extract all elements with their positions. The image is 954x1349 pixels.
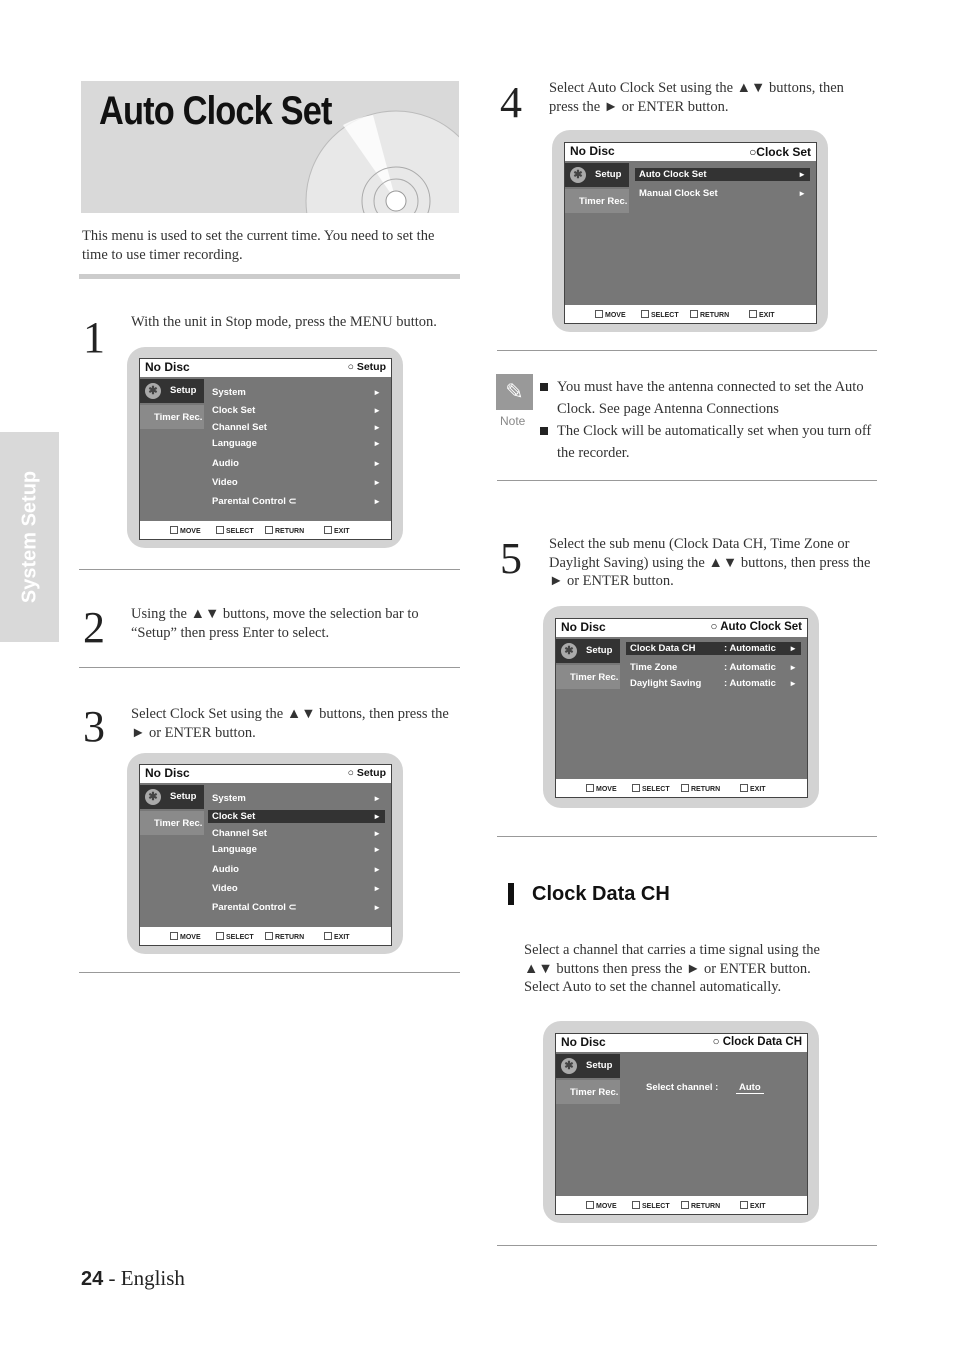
exit-icon — [749, 310, 757, 318]
menu-item-selected[interactable]: Clock Set ► — [208, 810, 385, 823]
page-title: Auto Clock Set — [99, 89, 332, 133]
step-number: 2 — [83, 603, 105, 652]
note-item: The Clock will be automatically set when you turn off the recorder. — [540, 420, 875, 464]
tab-setup[interactable]: ✱ Setup — [565, 163, 629, 187]
move-icon — [586, 1201, 594, 1209]
osd-footer: MOVE SELECT RETURN EXIT — [140, 927, 391, 945]
return-icon — [265, 526, 273, 534]
return-icon — [681, 1201, 689, 1209]
divider — [497, 1245, 877, 1246]
osd-footer: MOVE SELECT RETURN EXIT — [565, 305, 816, 323]
lock-icon: ⊂ — [288, 496, 297, 507]
menu-item[interactable]: Parental Control ⊂ ► — [212, 496, 381, 507]
osd-footer: MOVE SELECT RETURN EXIT — [556, 1196, 807, 1214]
step-number: 4 — [500, 78, 522, 127]
menu-item[interactable]: Video ► — [212, 477, 381, 488]
osd-screen — [139, 358, 392, 540]
menu-item[interactable]: Channel Set ► — [212, 422, 381, 433]
menu-item[interactable]: Language ► — [212, 438, 381, 449]
menu-item[interactable]: Audio ► — [212, 864, 381, 875]
step-number: 5 — [500, 534, 522, 583]
tab-timer-rec[interactable]: Timer Rec. — [140, 811, 204, 835]
step-text: Using the ▲▼ buttons, move the selection bar to “Setup” then press Enter to select. — [131, 606, 419, 641]
tab-timer-rec[interactable]: Timer Rec. — [556, 1080, 620, 1104]
divider — [79, 569, 460, 570]
osd-screen — [555, 618, 808, 798]
osd-footer: MOVE SELECT RETURN EXIT — [140, 521, 391, 539]
menu-item[interactable]: Video ► — [212, 883, 381, 894]
menu-item[interactable]: Parental Control ⊂ ► — [212, 902, 381, 913]
move-icon — [595, 310, 603, 318]
note-icon: ✎ — [496, 374, 533, 410]
osd-screen — [555, 1033, 808, 1215]
page-footer: 24 - English — [81, 1266, 185, 1290]
menu-title: ○ Clock Data CH — [712, 1036, 802, 1048]
menu-item[interactable]: Language ► — [212, 844, 381, 855]
exit-icon — [740, 784, 748, 792]
divider — [497, 480, 877, 481]
menu-item-selected[interactable]: Clock Data CH : Automatic ► — [626, 642, 801, 655]
osd-footer: MOVE SELECT RETURN EXIT — [556, 779, 807, 797]
channel-value[interactable]: Auto — [736, 1082, 764, 1094]
disc-status: No Disc — [561, 620, 606, 634]
disc-status: No Disc — [570, 144, 615, 158]
menu-item[interactable]: Clock Set ► — [212, 405, 381, 416]
step-text: Select the sub menu (Clock Data CH, Time Zone or Daylight Saving) using the ▲▼ buttons, then press the ► or ENTER button. — [549, 536, 871, 589]
disc-status: No Disc — [145, 360, 190, 374]
exit-icon — [740, 1201, 748, 1209]
menu-item[interactable]: Channel Set ► — [212, 828, 381, 839]
move-icon — [170, 932, 178, 940]
tab-timer-rec[interactable]: Timer Rec. — [556, 665, 620, 689]
intro-text: This menu is used to set the current time. You need to set the time to use timer recording. — [82, 228, 435, 263]
disc-status: No Disc — [145, 766, 190, 780]
select-channel-label: Select channel : — [646, 1082, 719, 1093]
tab-timer-rec[interactable]: Timer Rec. — [140, 405, 204, 429]
title-banner — [81, 81, 459, 213]
exit-icon — [324, 526, 332, 534]
divider — [79, 972, 460, 973]
select-icon — [632, 1201, 640, 1209]
gear-icon: ✱ — [561, 643, 577, 659]
return-icon — [681, 784, 689, 792]
menu-item[interactable]: Time Zone : Automatic ► — [630, 662, 797, 673]
section-side-tab: System Setup — [0, 432, 59, 642]
tab-setup[interactable]: ✱ Setup — [556, 1054, 620, 1078]
step-number: 1 — [83, 313, 105, 362]
section-heading: Clock Data CH — [508, 883, 670, 905]
tab-setup[interactable]: ✱ Setup — [140, 785, 204, 809]
disc-status: No Disc — [561, 1035, 606, 1049]
osd-screen — [564, 142, 817, 324]
exit-icon — [324, 932, 332, 940]
menu-title: ○ Setup — [347, 361, 386, 373]
move-icon — [170, 526, 178, 534]
gear-icon: ✱ — [145, 789, 161, 805]
gear-icon: ✱ — [570, 167, 586, 183]
note-label: Note — [500, 414, 526, 428]
osd-screen — [139, 764, 392, 946]
menu-item[interactable]: Daylight Saving : Automatic ► — [630, 678, 797, 689]
move-icon — [586, 784, 594, 792]
divider — [497, 836, 877, 837]
step-text: Select Clock Set using the ▲▼ buttons, then press the ► or ENTER button. — [131, 706, 449, 741]
divider — [79, 274, 460, 279]
tab-setup[interactable]: ✱ Setup — [140, 379, 204, 403]
return-icon — [265, 932, 273, 940]
divider — [79, 667, 460, 668]
select-icon — [632, 784, 640, 792]
menu-title: ○ Setup — [347, 767, 386, 779]
menu-item[interactable]: System ► — [212, 387, 381, 398]
menu-item-selected[interactable]: Auto Clock Set ► — [635, 168, 810, 181]
select-icon — [216, 932, 224, 940]
gear-icon: ✱ — [145, 383, 161, 399]
menu-title: ○Clock Set — [749, 145, 811, 159]
divider — [497, 350, 877, 351]
menu-item[interactable]: System ► — [212, 793, 381, 804]
menu-title: ○ Auto Clock Set — [710, 621, 802, 633]
note-item: You must have the antenna connected to set the Auto Clock. See page Antenna Connections — [540, 376, 875, 420]
tab-setup[interactable]: ✱ Setup — [556, 639, 620, 663]
disc-icon — [303, 107, 459, 213]
select-icon — [216, 526, 224, 534]
step-number: 3 — [83, 702, 105, 751]
tab-timer-rec[interactable]: Timer Rec. — [565, 189, 629, 213]
return-icon — [690, 310, 698, 318]
gear-icon: ✱ — [561, 1058, 577, 1074]
lock-icon: ⊂ — [288, 902, 297, 913]
menu-item[interactable]: Manual Clock Set ► — [639, 188, 806, 199]
menu-item[interactable]: Audio ► — [212, 458, 381, 469]
select-icon — [641, 310, 649, 318]
step-text: With the unit in Stop mode, press the MENU button. — [131, 314, 437, 330]
step-text: Select Auto Clock Set using the ▲▼ buttons, then press the ► or ENTER button. — [549, 80, 844, 115]
section-text: Select a channel that carries a time signal using the ▲▼ buttons then press the ► or ENTER button. Select Auto to set the channel automatically. — [524, 942, 820, 995]
